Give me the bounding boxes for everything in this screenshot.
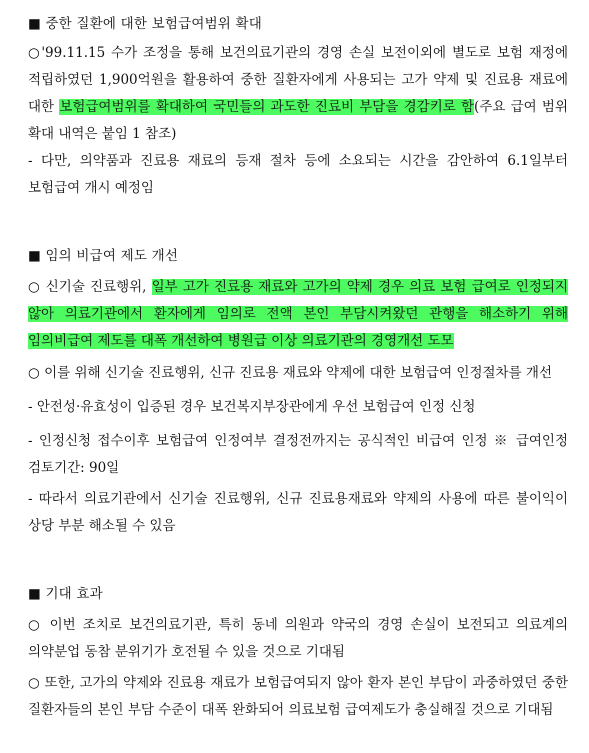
paragraph-text: - 다만, 의약품과 진료용 재료의 등재 절차 등에 소요되는 시간을 감안하여 6.1일부터 보험급여 개시 예정임 — [28, 153, 568, 196]
paragraph-text: ○'99.11.15 수가 조정을 통해 보건의료기관의 경영 손실 보전이외에 별도로 보험 재정에 적립하였던 1,900억원을 활용하여 중한 질환자에게 사용되는 고가 약제 및 진료용 재료에 대한 — [28, 45, 568, 115]
paragraph-coverage-expansion — [28, 40, 568, 148]
paragraph-safety-application — [28, 394, 568, 421]
paragraph-text: ○ 또한, 고가의 약제와 진료용 재료가 보험급여되지 않아 환자 본인 부담이 과중하였던 중한 질환자들의 본인 부담 수준이 대폭 완화되어 의료보험 급여제도가 충실해질 것으로 기대됨 — [28, 675, 568, 718]
section-heading-coverage-expansion: ■ 중한 질환에 대한 보험급여범위 확대 — [28, 16, 263, 32]
highlighted-text: 일부 고가 진료용 재료와 고가의 약제 경우 의료 보험 급여로 인정되지 않아 의료기관에서 환자에게 임의로 전액 본인 부담시켜왔던 관행을 해소하기 위해 임의비급여 제도를 대폭 개선하여 병원급 이상 의료기관의 경영개선 도모 — [28, 279, 568, 349]
paragraph-effect-clinics — [28, 612, 568, 666]
paragraph-text: - 따라서 의료기관에서 신기술 진료행위, 신규 진료용재료와 약제의 사용에 따른 불이익이 상당 부분 해소될 수 있음 — [28, 491, 568, 534]
paragraph-text: - 인정신청 접수이후 보험급여 인정여부 결정전까지는 공식적인 비급여 인정 ※ 급여인정 검토기간: 90일 — [28, 433, 568, 476]
section-heading-noncovered-reform: ■ 임의 비급여 제도 개선 — [28, 248, 179, 264]
paragraph-start-date-note — [28, 148, 568, 202]
paragraph-text: ○ 신기술 진료행위, — [28, 279, 152, 295]
paragraph-text: (주요 급여 범위 확대 내역은 붙임 1 참조) — [28, 99, 568, 142]
paragraph-disadvantage-resolved — [28, 486, 568, 540]
highlighted-text: 보험급여범위를 확대하여 국민들의 과도한 진료비 부담을 경감키로 함 — [59, 99, 475, 115]
paragraph-text: - 안전성·유효성이 입증된 경우 보건복지부장관에게 우선 보험급여 인정 신청 — [28, 399, 476, 415]
paragraph-approval-process — [28, 360, 568, 387]
paragraph-review-period — [28, 428, 568, 482]
paragraph-text: ○ 이를 위해 신기술 진료행위, 신규 진료용 재료와 약제에 대한 보험급여 인정절차를 개선 — [28, 365, 552, 381]
section-heading-expected-effects: ■ 기대 효과 — [28, 586, 103, 602]
paragraph-text: ○ 이번 조치로 보건의료기관, 특히 동네 의원과 약국의 경영 손실이 보전되고 의료계의 의약분업 동참 분위기가 호전될 수 있을 것으로 기대됨 — [28, 617, 568, 660]
paragraph-effect-patients — [28, 670, 568, 724]
paragraph-noncovered-reform — [28, 274, 568, 355]
